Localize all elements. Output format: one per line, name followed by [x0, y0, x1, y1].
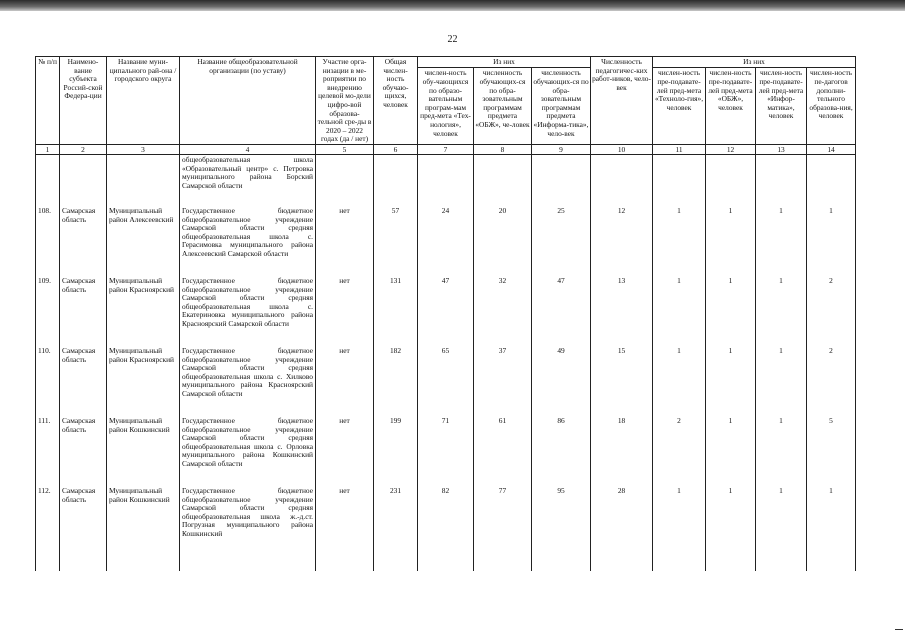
- row-organization: Государственное бюджетное общеобразовательное учреждение Самарской области средняя общеобразовательная школа с. Екатериновка муниципального района Красноярский Самарской области: [180, 276, 316, 346]
- column-number: 10: [591, 144, 653, 154]
- col-header-teachers-inf: числен-ность пре-подавате-лей пред-мета «Инфор-матика», человек: [756, 68, 807, 145]
- row-value: 1: [756, 346, 807, 416]
- row-number: 110.: [36, 346, 60, 416]
- column-number: 2: [60, 144, 107, 154]
- col-header-students-tech: числен-ность обу-чающихся по образо-вательным програм-мам пред-мета «Тех-нология», человек: [418, 68, 474, 145]
- scan-edge-mark: [895, 629, 903, 630]
- row-value: 182: [374, 346, 418, 416]
- column-number: 13: [756, 144, 807, 154]
- row-value: 25: [532, 206, 591, 276]
- row-region: Самарская область: [60, 346, 107, 416]
- row-region: Самарская область: [60, 486, 107, 571]
- col-header-teachers-obzh: числен-ность пре-подавате-лей пред-мета «ОБЖ», человек: [706, 68, 756, 145]
- row-value: 82: [418, 486, 474, 571]
- column-number: 7: [418, 144, 474, 154]
- row-value: 61: [474, 416, 532, 486]
- row-value: 1: [706, 486, 756, 571]
- row-value: 1: [706, 346, 756, 416]
- row-value: 47: [418, 276, 474, 346]
- row-region: Самарская область: [60, 416, 107, 486]
- row-value: 49: [532, 346, 591, 416]
- row-organization: Государственное бюджетное общеобразовательное учреждение Самарской области средняя общеобразовательная школа ж.-д.ст. Погрузная муниципального района Кошкинский: [180, 486, 316, 571]
- row-value: 32: [474, 276, 532, 346]
- row-participation: нет: [316, 346, 374, 416]
- row-value: 1: [653, 276, 706, 346]
- row-value: 13: [591, 276, 653, 346]
- row-number: 108.: [36, 206, 60, 276]
- row-value: 15: [591, 346, 653, 416]
- row-value: 1: [706, 206, 756, 276]
- row-organization: Государственное бюджетное общеобразовательное учреждение Самарской области средняя общеобразовательная школа с. Орловка муниципального района Кошкинский Самарской области: [180, 416, 316, 486]
- column-number: 5: [316, 144, 374, 154]
- row-value: 1: [756, 486, 807, 571]
- table-row: [36, 206, 856, 276]
- column-number: 6: [374, 144, 418, 154]
- row-value: 12: [591, 206, 653, 276]
- row-participation: нет: [316, 276, 374, 346]
- col-header-teachers-add: числен-ность пе-дагогов дополни-тельного образова-ния, человек: [807, 68, 856, 145]
- page-number: 22: [447, 34, 458, 45]
- row-municipality: Муниципальный район Красноярский: [107, 276, 180, 346]
- table-row: [36, 346, 856, 416]
- row-value: 1: [807, 206, 856, 276]
- row-value: 1: [653, 346, 706, 416]
- col-header-of-them-students: Из них: [418, 57, 591, 68]
- table-row: [36, 486, 856, 571]
- row-participation: нет: [316, 486, 374, 571]
- table-row: [36, 276, 856, 346]
- col-header-num: № п/п: [36, 57, 60, 145]
- column-number: 11: [653, 144, 706, 154]
- row-value: 1: [653, 206, 706, 276]
- row-value: 18: [591, 416, 653, 486]
- row-value: 65: [418, 346, 474, 416]
- row-municipality: Муниципальный район Алексеевский: [107, 206, 180, 276]
- column-number: 14: [807, 144, 856, 154]
- continuation-row: [36, 154, 856, 206]
- row-value: 1: [706, 416, 756, 486]
- schools-table: [35, 56, 856, 571]
- col-header-of-them-teachers: Из них: [653, 57, 856, 68]
- row-municipality: Муниципальный район Красноярский: [107, 346, 180, 416]
- col-header-students-obzh: численность обучающих-ся по обра-зовательным программам предмета «ОБЖ», че-ловек: [474, 68, 532, 145]
- col-header-municipality: Название муни-ципального рай-она / городского округа: [107, 57, 180, 145]
- row-value: 77: [474, 486, 532, 571]
- col-header-teachers-tech: числен-ность пре-подавате-лей пред-мета «Техноло-гия», человек: [653, 68, 706, 145]
- column-number: 9: [532, 144, 591, 154]
- row-value: 1: [756, 276, 807, 346]
- row-organization: Государственное бюджетное общеобразовательное учреждение Самарской области средняя общеобразовательная школа с. Герасимовка муниципального района Алексеевский Самарской области: [180, 206, 316, 276]
- row-number: 112.: [36, 486, 60, 571]
- row-value: 37: [474, 346, 532, 416]
- row-value: 2: [807, 276, 856, 346]
- row-value: 86: [532, 416, 591, 486]
- row-number: 111.: [36, 416, 60, 486]
- col-header-org: Название общеобразовательной организации (по уставу): [180, 57, 316, 145]
- col-header-region: Наимено-вание субъекта Россий-ской Федера-ции: [60, 57, 107, 145]
- column-number: 8: [474, 144, 532, 154]
- row-value: 5: [807, 416, 856, 486]
- row-value: 20: [474, 206, 532, 276]
- row-participation: нет: [316, 416, 374, 486]
- continuation-org-text: общеобразовательная школа «Образовательный центр» с. Петровка муниципального района Борский Самарской области: [180, 154, 316, 206]
- row-organization: Государственное бюджетное общеобразовательное учреждение Самарской области средняя общеобразовательная школа с. Хилково муниципального района Красноярский Самарской области: [180, 346, 316, 416]
- column-number: 12: [706, 144, 756, 154]
- col-header-students-inf: численность обучающих-ся по обра-зовательным программам предмета «Информа-тика», чело-век: [532, 68, 591, 145]
- row-value: 2: [807, 346, 856, 416]
- row-value: 1: [706, 276, 756, 346]
- row-region: Самарская область: [60, 206, 107, 276]
- row-value: 231: [374, 486, 418, 571]
- col-header-teachers-total: Численность педагогичес-ких работ-ников, чело-век: [591, 57, 653, 145]
- row-value: 2: [653, 416, 706, 486]
- column-number: 1: [36, 144, 60, 154]
- row-municipality: Муниципальный район Кошкинский: [107, 416, 180, 486]
- col-header-participation: Участие орга-низации в ме-роприятии по внедрению целевой мо-дели цифро-вой образова-тельной сре-ды в 2020 – 2022 годах (да / нет): [316, 57, 374, 145]
- row-value: 199: [374, 416, 418, 486]
- row-value: 131: [374, 276, 418, 346]
- row-value: 95: [532, 486, 591, 571]
- row-value: 47: [532, 276, 591, 346]
- row-region: Самарская область: [60, 276, 107, 346]
- col-header-students-total: Общая числен-ность обучаю-щихся, человек: [374, 57, 418, 145]
- row-participation: нет: [316, 206, 374, 276]
- row-value: 1: [756, 206, 807, 276]
- row-value: 71: [418, 416, 474, 486]
- row-value: 24: [418, 206, 474, 276]
- row-value: 57: [374, 206, 418, 276]
- column-number: 3: [107, 144, 180, 154]
- row-value: 28: [591, 486, 653, 571]
- row-municipality: Муниципальный район Кошкинский: [107, 486, 180, 571]
- row-number: 109.: [36, 276, 60, 346]
- row-value: 1: [653, 486, 706, 571]
- table-row: [36, 416, 856, 486]
- scan-top-edge: [0, 0, 905, 11]
- row-value: 1: [756, 416, 807, 486]
- column-number: 4: [180, 144, 316, 154]
- row-value: 1: [807, 486, 856, 571]
